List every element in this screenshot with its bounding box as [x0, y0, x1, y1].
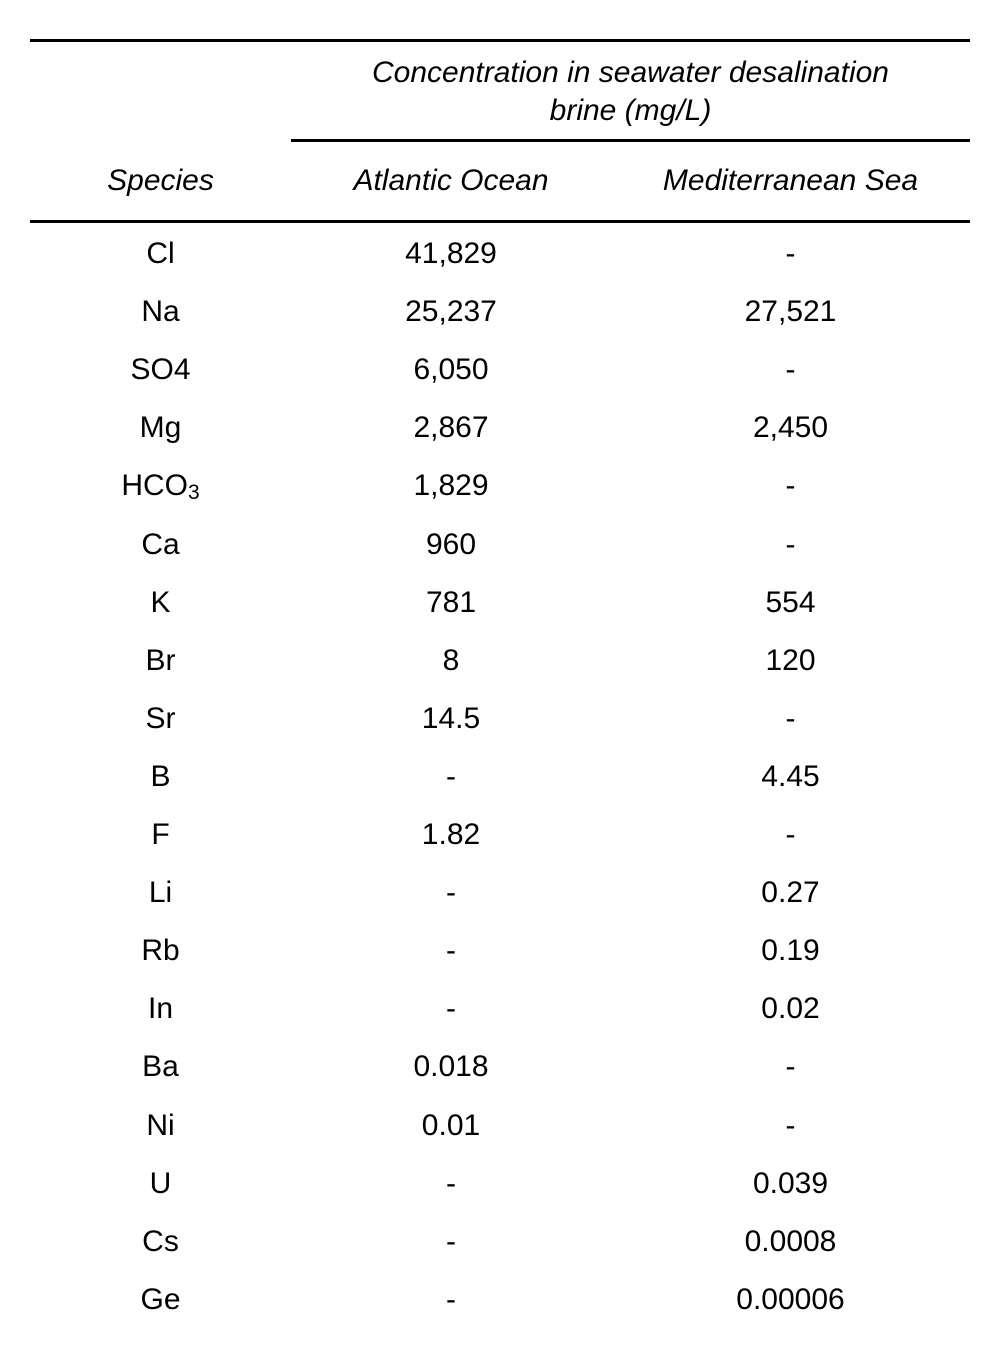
column-header-mediterranean-sea: Mediterranean Sea: [662, 164, 919, 197]
atlantic-value-cell: 1,829: [413, 469, 489, 503]
table-row: [0, 1038, 1000, 1096]
species-cell: [30, 1224, 291, 1260]
group-header-line-1: Concentration in seawater desalination: [372, 56, 889, 89]
species-cell: [30, 585, 291, 621]
atlantic-value-cell: 781: [425, 585, 477, 619]
table-row: [0, 399, 1000, 457]
species-label: Sr: [145, 701, 176, 735]
species-label: Li: [148, 876, 173, 910]
species-label: B: [150, 759, 171, 793]
mediterranean-value-cell: -: [785, 527, 796, 561]
species-label: K: [150, 585, 171, 619]
mediterranean-value-cell: 4.45: [761, 759, 820, 793]
atlantic-value-cell: 8: [442, 643, 460, 677]
species-cell: [30, 817, 291, 853]
table-row: [0, 1155, 1000, 1213]
group-header-rule: [291, 139, 970, 142]
mediterranean-value-cell: 27,521: [744, 295, 837, 329]
mediterranean-value-cell: 554: [765, 585, 816, 619]
atlantic-value-cell: -: [446, 1166, 456, 1200]
species-label: Br: [145, 643, 176, 677]
species-label: Cl: [146, 237, 175, 270]
species-label: SO4: [130, 353, 191, 387]
species-cell: [30, 410, 291, 446]
species-cell: [30, 1049, 291, 1085]
species-label: U: [149, 1166, 172, 1200]
species-cell: [30, 236, 291, 272]
species-label: Rb: [141, 934, 180, 968]
table-row: [0, 632, 1000, 690]
species-subscript: 3: [187, 481, 200, 505]
table-row: [0, 574, 1000, 632]
species-label: Ge: [140, 1282, 181, 1316]
table-row: [0, 922, 1000, 980]
species-cell: [30, 1282, 291, 1318]
mediterranean-value-cell: -: [785, 701, 796, 735]
atlantic-value-cell: 41,829: [405, 237, 497, 270]
species-cell: [30, 933, 291, 969]
table-row: [0, 457, 1000, 515]
species-cell: [30, 352, 291, 388]
atlantic-value-cell: 960: [425, 527, 477, 561]
mediterranean-value-cell: 2,450: [752, 411, 829, 445]
mediterranean-value-cell: -: [785, 1108, 796, 1142]
table-top-rule: [30, 39, 970, 42]
atlantic-value-cell: -: [446, 1282, 456, 1316]
atlantic-value-cell: 1.82: [421, 818, 481, 851]
table-row: [0, 283, 1000, 341]
mediterranean-value-cell: 120: [765, 643, 816, 677]
table-row: [0, 748, 1000, 806]
species-label: Ni: [146, 1108, 175, 1142]
species-label: Ba: [142, 1050, 179, 1084]
mediterranean-value-cell: 0.19: [761, 934, 820, 968]
mediterranean-value-cell: -: [785, 469, 796, 503]
species-label: HCO: [121, 469, 188, 503]
mediterranean-value-cell: -: [785, 818, 796, 851]
header-bottom-rule: [30, 220, 970, 223]
species-cell: [30, 1108, 291, 1144]
table-row: [0, 864, 1000, 922]
mediterranean-value-cell: 0.02: [761, 992, 820, 1026]
atlantic-value-cell: 14.5: [421, 701, 481, 735]
table-row: [0, 516, 1000, 574]
mediterranean-value-cell: 0.0008: [744, 1224, 837, 1258]
species-cell: [30, 643, 291, 679]
mediterranean-value-cell: 0.039: [752, 1166, 829, 1200]
species-label: Ca: [141, 527, 180, 561]
species-cell: [30, 294, 291, 330]
column-header-atlantic-ocean: Atlantic Ocean: [353, 164, 549, 197]
species-cell: [30, 527, 291, 563]
species-label: In: [147, 992, 174, 1026]
species-cell: [30, 759, 291, 795]
mediterranean-value-cell: -: [785, 237, 796, 270]
atlantic-value-cell: -: [446, 992, 456, 1026]
species-label: F: [151, 818, 170, 851]
atlantic-value-cell: 0.018: [413, 1050, 489, 1084]
atlantic-value-cell: -: [446, 1224, 456, 1258]
atlantic-value-cell: 0.01: [421, 1108, 481, 1142]
table-row: [0, 1213, 1000, 1271]
table-row: [0, 980, 1000, 1038]
table-row: [0, 1097, 1000, 1155]
species-cell: [30, 991, 291, 1027]
table-row: [0, 690, 1000, 748]
mediterranean-value-cell: 0.00006: [736, 1282, 845, 1316]
column-header-species: Species: [107, 164, 214, 197]
species-cell: [30, 1166, 291, 1202]
mediterranean-value-cell: -: [785, 353, 796, 387]
species-cell: [30, 701, 291, 737]
mediterranean-value-cell: 0.27: [761, 876, 820, 910]
atlantic-value-cell: -: [446, 876, 456, 910]
species-label: Na: [141, 295, 180, 329]
species-cell: [30, 468, 291, 504]
mediterranean-value-cell: -: [785, 1050, 796, 1084]
atlantic-value-cell: 6,050: [413, 353, 489, 387]
group-header-line-2: brine (mg/L): [549, 94, 712, 127]
table-row: [0, 225, 1000, 283]
group-header: [291, 54, 970, 130]
species-cell: [30, 875, 291, 911]
table-row: [0, 341, 1000, 399]
atlantic-value-cell: 2,867: [413, 411, 489, 445]
atlantic-value-cell: -: [446, 759, 456, 793]
table-row: [0, 806, 1000, 864]
table-row: [0, 1271, 1000, 1329]
atlantic-value-cell: 25,237: [405, 295, 497, 329]
species-label: Cs: [142, 1224, 179, 1258]
species-label: Mg: [139, 411, 182, 445]
atlantic-value-cell: -: [446, 934, 456, 968]
